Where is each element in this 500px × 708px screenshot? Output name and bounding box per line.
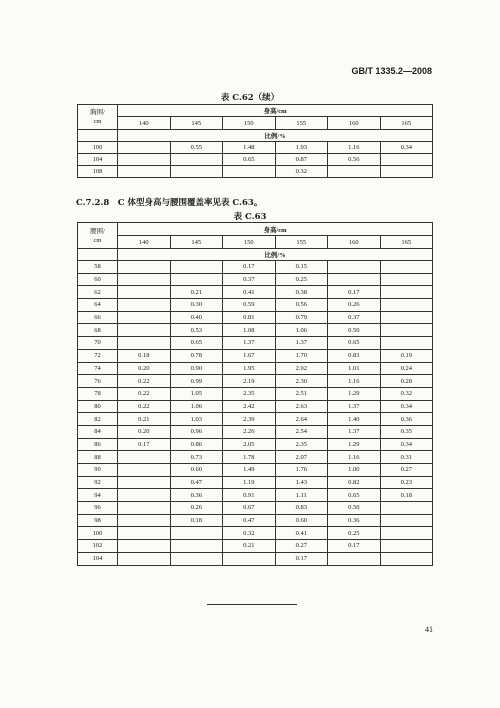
ratio-cell [118, 311, 171, 324]
table-row [78, 142, 433, 154]
ratio-cell: 0.18 [170, 514, 223, 527]
ratio-cell: 0.59 [223, 299, 276, 312]
ratio-cell: 0.25 [328, 527, 381, 540]
ratio-cell: 0.56 [275, 299, 328, 312]
table-row [78, 387, 433, 400]
row-label-cell: 102 [78, 540, 118, 553]
table-row [78, 273, 433, 286]
ratio-cell: 0.32 [223, 527, 276, 540]
ratio-cell: 0.32 [275, 166, 328, 178]
ratio-cell [118, 154, 171, 166]
ratio-cell: 0.30 [170, 299, 223, 312]
row-label-cell: 96 [78, 502, 118, 515]
ratio-cell: 0.83 [275, 502, 328, 515]
ratio-cell [170, 261, 223, 274]
ratio-cell: 0.27 [380, 464, 433, 477]
row-label-cell: 86 [78, 438, 118, 451]
ratio-cell [118, 286, 171, 299]
ratio-cell: 0.53 [170, 324, 223, 337]
ratio-cell: 2.42 [223, 400, 276, 413]
height-column-header: 145 [170, 117, 223, 130]
standard-code: GB/T 1335.2—2008 [351, 66, 432, 76]
ratio-cell: 1.29 [328, 387, 381, 400]
row-label-cell: 76 [78, 375, 118, 388]
table-63 [77, 222, 433, 566]
table-row [78, 489, 433, 502]
ratio-cell: 0.41 [275, 527, 328, 540]
ratio-cell: 2.19 [223, 375, 276, 388]
row-label-cell: 80 [78, 400, 118, 413]
row-label-cell: 104 [78, 552, 118, 565]
ratio-cell: 0.34 [380, 438, 433, 451]
ratio-cell: 1.06 [170, 400, 223, 413]
row-label-cell: 68 [78, 324, 118, 337]
ratio-cell: 1.37 [328, 400, 381, 413]
height-column-header: 165 [380, 117, 433, 130]
ratio-cell [118, 273, 171, 286]
table-row [78, 540, 433, 553]
table-row [78, 337, 433, 350]
ratio-cell: 0.50 [328, 324, 381, 337]
ratio-cell: 0.17 [118, 438, 171, 451]
ratio-cell: 0.36 [328, 514, 381, 527]
table-62-ratio-header: 比例/% [118, 130, 433, 142]
ratio-cell: 0.87 [275, 154, 328, 166]
ratio-cell: 1.06 [275, 324, 328, 337]
ratio-cell: 0.60 [170, 464, 223, 477]
row-label-cell: 90 [78, 464, 118, 477]
ratio-cell: 1.95 [223, 362, 276, 375]
ratio-cell: 1.16 [328, 451, 381, 464]
ratio-cell: 0.50 [328, 502, 381, 515]
ratio-cell: 0.73 [170, 451, 223, 464]
height-column-header: 140 [118, 236, 171, 249]
ratio-cell: 0.27 [275, 540, 328, 553]
table-row [78, 514, 433, 527]
ratio-cell [118, 476, 171, 489]
ratio-cell: 1.49 [223, 464, 276, 477]
row-label-cell: 88 [78, 451, 118, 464]
row-label-cell: 64 [78, 299, 118, 312]
ratio-cell: 0.47 [223, 514, 276, 527]
ratio-cell: 0.15 [275, 261, 328, 274]
ratio-cell: 0.78 [170, 349, 223, 362]
ratio-cell: 0.81 [223, 311, 276, 324]
page-number: 41 [425, 625, 433, 634]
table-row [78, 154, 433, 166]
ratio-cell: 0.41 [223, 286, 276, 299]
height-column-header: 150 [223, 117, 276, 130]
ratio-cell [118, 502, 171, 515]
ratio-cell [380, 154, 433, 166]
table-row [78, 362, 433, 375]
height-column-header: 160 [328, 236, 381, 249]
ratio-cell: 2.26 [223, 425, 276, 438]
ratio-cell [170, 552, 223, 565]
ratio-cell: 0.20 [118, 362, 171, 375]
table-63-stub-header [78, 223, 118, 249]
ratio-cell: 0.37 [328, 311, 381, 324]
ratio-cell: 0.20 [118, 425, 171, 438]
ratio-cell: 0.82 [328, 476, 381, 489]
ratio-cell: 0.18 [380, 489, 433, 502]
ratio-cell: 2.07 [275, 451, 328, 464]
ratio-cell: 0.83 [328, 349, 381, 362]
ratio-cell: 1.19 [223, 476, 276, 489]
ratio-cell: 1.37 [328, 425, 381, 438]
ratio-cell [380, 527, 433, 540]
ratio-cell: 1.93 [275, 142, 328, 154]
ratio-cell [328, 273, 381, 286]
stub-label: 腰围/ [90, 227, 105, 235]
ratio-cell [170, 166, 223, 178]
ratio-cell [118, 299, 171, 312]
ratio-cell: 0.28 [380, 375, 433, 388]
table-row [78, 476, 433, 489]
table-62-height-header: 身高/cm [118, 105, 433, 117]
table-row [78, 324, 433, 337]
table-63-caption: 表 C.63 [233, 212, 267, 222]
row-label-cell: 94 [78, 489, 118, 502]
ratio-cell [118, 451, 171, 464]
table-63-ratio-header: 比例/% [118, 249, 433, 261]
height-column-header: 150 [223, 236, 276, 249]
ratio-cell: 1.03 [170, 413, 223, 426]
row-label-cell: 74 [78, 362, 118, 375]
ratio-cell [170, 273, 223, 286]
table-row [78, 375, 433, 388]
ratio-cell: 0.36 [380, 413, 433, 426]
ratio-cell: 0.17 [223, 261, 276, 274]
height-column-header: 155 [275, 236, 328, 249]
table-62-stub-header [78, 105, 118, 130]
ratio-cell: 2.64 [275, 413, 328, 426]
ratio-cell: 2.51 [275, 387, 328, 400]
ratio-cell [170, 527, 223, 540]
ratio-cell: 0.26 [170, 502, 223, 515]
table-62-blank-cell [78, 130, 118, 142]
ratio-cell: 0.22 [118, 400, 171, 413]
ratio-cell [118, 464, 171, 477]
ratio-cell: 0.34 [380, 400, 433, 413]
ratio-cell [380, 540, 433, 553]
ratio-cell [328, 552, 381, 565]
ratio-cell [328, 261, 381, 274]
ratio-cell [223, 552, 276, 565]
ratio-cell [380, 261, 433, 274]
table-row [78, 400, 433, 413]
row-label-cell: 92 [78, 476, 118, 489]
ratio-cell: 0.65 [223, 154, 276, 166]
ratio-cell: 0.65 [328, 337, 381, 350]
ratio-cell: 1.76 [275, 464, 328, 477]
ratio-cell: 0.55 [170, 142, 223, 154]
ratio-cell: 1.01 [328, 362, 381, 375]
ratio-cell [223, 166, 276, 178]
row-label-cell: 70 [78, 337, 118, 350]
ratio-cell: 0.91 [223, 489, 276, 502]
ratio-cell: 0.31 [380, 451, 433, 464]
ratio-cell: 2.02 [275, 362, 328, 375]
table-row [78, 438, 433, 451]
ratio-cell: 1.70 [275, 349, 328, 362]
ratio-cell [380, 311, 433, 324]
table-row [78, 527, 433, 540]
table-63-blank-cell [78, 249, 118, 261]
ratio-cell: 0.38 [275, 286, 328, 299]
ratio-cell: 0.36 [170, 489, 223, 502]
ratio-cell: 0.56 [328, 154, 381, 166]
ratio-cell [380, 502, 433, 515]
ratio-cell [380, 273, 433, 286]
table-63-height-header: 身高/cm [118, 223, 433, 236]
ratio-cell [118, 324, 171, 337]
row-label-cell: 100 [78, 527, 118, 540]
footer-rule [207, 604, 297, 605]
ratio-cell: 1.05 [170, 387, 223, 400]
ratio-cell: 0.22 [118, 387, 171, 400]
row-label-cell: 100 [78, 142, 118, 154]
ratio-cell: 0.79 [275, 311, 328, 324]
height-column-header: 155 [275, 117, 328, 130]
ratio-cell: 1.08 [223, 324, 276, 337]
row-label-cell: 82 [78, 413, 118, 426]
ratio-cell: 0.90 [170, 362, 223, 375]
table-row [78, 502, 433, 515]
ratio-cell: 0.37 [223, 273, 276, 286]
ratio-cell: 0.47 [170, 476, 223, 489]
ratio-cell: 1.00 [328, 464, 381, 477]
ratio-cell: 1.43 [275, 476, 328, 489]
ratio-cell [380, 324, 433, 337]
ratio-cell: 0.96 [170, 425, 223, 438]
ratio-cell: 0.86 [170, 438, 223, 451]
ratio-cell [170, 540, 223, 553]
ratio-cell: 0.34 [380, 142, 433, 154]
ratio-cell [118, 489, 171, 502]
table-row [78, 166, 433, 178]
height-column-header: 140 [118, 117, 171, 130]
ratio-cell [118, 514, 171, 527]
table-row [78, 413, 433, 426]
ratio-cell: 2.63 [275, 400, 328, 413]
table-row [78, 261, 433, 274]
ratio-cell: 2.05 [223, 438, 276, 451]
ratio-cell: 2.54 [275, 425, 328, 438]
row-label-cell: 72 [78, 349, 118, 362]
row-label-cell: 62 [78, 286, 118, 299]
ratio-cell: 0.60 [275, 514, 328, 527]
row-label-cell: 84 [78, 425, 118, 438]
ratio-cell: 0.26 [328, 299, 381, 312]
ratio-cell: 0.21 [170, 286, 223, 299]
height-column-header: 145 [170, 236, 223, 249]
ratio-cell: 2.39 [223, 413, 276, 426]
ratio-cell [380, 166, 433, 178]
ratio-cell: 0.65 [170, 337, 223, 350]
ratio-cell: 0.17 [328, 286, 381, 299]
ratio-cell: 0.40 [170, 311, 223, 324]
table-row [78, 311, 433, 324]
ratio-cell: 0.17 [275, 552, 328, 565]
table-row [78, 286, 433, 299]
ratio-cell: 0.18 [118, 349, 171, 362]
ratio-cell: 1.11 [275, 489, 328, 502]
ratio-cell [380, 286, 433, 299]
ratio-cell: 0.17 [328, 540, 381, 553]
row-label-cell: 98 [78, 514, 118, 527]
ratio-cell: 0.65 [328, 489, 381, 502]
row-label-cell: 108 [78, 166, 118, 178]
ratio-cell: 0.67 [223, 502, 276, 515]
ratio-cell [380, 337, 433, 350]
ratio-cell [328, 166, 381, 178]
ratio-cell: 1.78 [223, 451, 276, 464]
row-label-cell: 78 [78, 387, 118, 400]
ratio-cell: 0.19 [380, 349, 433, 362]
ratio-cell: 2.30 [275, 375, 328, 388]
ratio-cell [380, 552, 433, 565]
row-label-cell: 66 [78, 311, 118, 324]
table-row [78, 552, 433, 565]
row-label-cell: 104 [78, 154, 118, 166]
table-62-caption: 表 C.62（续） [220, 93, 280, 103]
table-row [78, 451, 433, 464]
height-column-header: 165 [380, 236, 433, 249]
table-row [78, 299, 433, 312]
ratio-cell: 1.16 [328, 375, 381, 388]
row-label-cell: 58 [78, 261, 118, 274]
table-62 [77, 104, 433, 178]
ratio-cell: 0.35 [380, 425, 433, 438]
ratio-cell [118, 166, 171, 178]
ratio-cell: 0.32 [380, 387, 433, 400]
ratio-cell [118, 142, 171, 154]
ratio-cell [118, 552, 171, 565]
ratio-cell: 1.48 [223, 142, 276, 154]
ratio-cell [118, 540, 171, 553]
ratio-cell: 1.29 [328, 438, 381, 451]
ratio-cell: 0.21 [118, 413, 171, 426]
ratio-cell [118, 527, 171, 540]
ratio-cell [380, 514, 433, 527]
ratio-cell: 1.16 [328, 142, 381, 154]
ratio-cell: 1.37 [275, 337, 328, 350]
table-row [78, 425, 433, 438]
ratio-cell [118, 261, 171, 274]
ratio-cell: 2.35 [223, 387, 276, 400]
row-label-cell: 60 [78, 273, 118, 286]
ratio-cell: 0.23 [380, 476, 433, 489]
ratio-cell: 0.25 [275, 273, 328, 286]
ratio-cell: 0.24 [380, 362, 433, 375]
section-c7-2-8: C.7.2.8 C 体型身高与腰围覆盖率见表 C.63。 [76, 198, 263, 208]
ratio-cell: 1.67 [223, 349, 276, 362]
ratio-cell: 0.22 [118, 375, 171, 388]
stub-unit: cm [93, 118, 102, 125]
ratio-cell: 1.37 [223, 337, 276, 350]
ratio-cell [170, 154, 223, 166]
ratio-cell [118, 337, 171, 350]
height-column-header: 160 [328, 117, 381, 130]
table-row [78, 464, 433, 477]
stub-label: 胸围/ [90, 109, 105, 116]
ratio-cell [380, 299, 433, 312]
table-row [78, 349, 433, 362]
ratio-cell: 0.99 [170, 375, 223, 388]
ratio-cell: 2.35 [275, 438, 328, 451]
ratio-cell: 0.21 [223, 540, 276, 553]
stub-unit: cm [93, 236, 102, 244]
ratio-cell: 1.40 [328, 413, 381, 426]
